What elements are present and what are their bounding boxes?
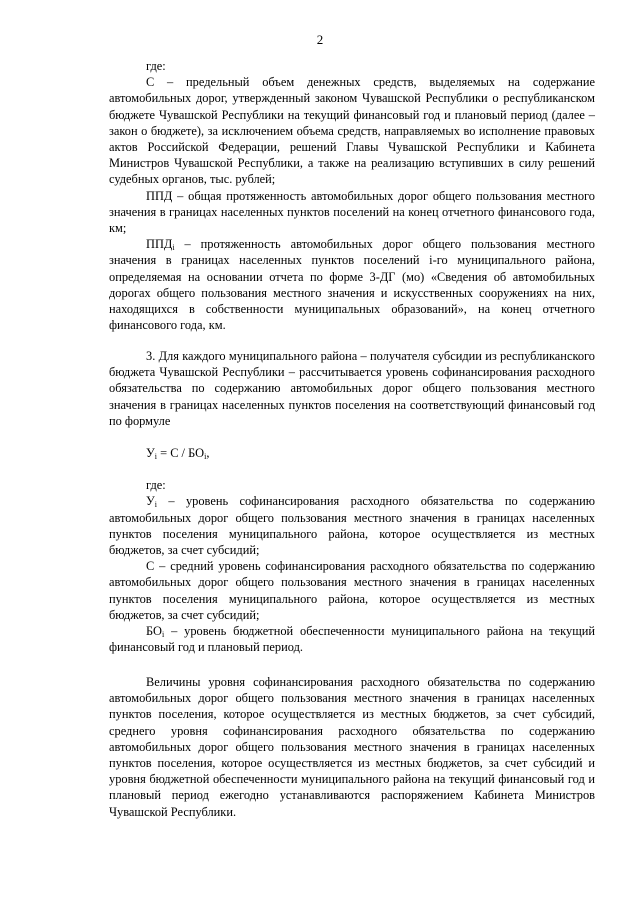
- section-definitions: [109, 58, 595, 333]
- where-label: где:: [146, 59, 166, 73]
- section-values: [109, 674, 595, 820]
- where-label-2: где:: [146, 478, 166, 493]
- definition-boi: $БО_i$ – уровень бюджетной обеспеченности муниципального района на текущий финансовый год и плановый период.: [109, 624, 595, 655]
- definition-c: С – предельный объем денежных средств, выделяемых на содержание автомобильных дорог, утвержденный законом Чувашской Республики о республиканском бюджете Чувашской Республики на текущий финансовый год и плановый период (далее – закон о бюджете), за исключением объема средств, направляемых во исполнение правовых актов Российской Федерации, решений Главы Чувашской Республики и Кабинета Министров Чувашской Республики, а также на реализацию вступивших в силу решений судебных органов, тыс. рублей;: [109, 75, 595, 187]
- section-cofinancing: [109, 348, 595, 655]
- definition-ppd: ППД – общая протяженность автомобильных дорог общего пользования местного значения в границах населенных пунктов поселений на конец отчетного финансового года, км;: [109, 188, 595, 236]
- definition-c-avg: С – средний уровень софинансирования расходного обязательства по содержанию автомобильных дорог общего пользования местного значения в границах населенных пунктов поселения муниципального района, которое осуществляется из местных бюджетов, за счет субсидий;: [109, 559, 595, 622]
- definition-ppdi: $ППД_i$ – протяженность автомобильных дорог общего пользования местного значения в границах населенных пунктов поселений i-го муниципального района, определяемая на основании отчета по форме 3-ДГ (мо) «Сведения об автомобильных дорогах общего пользования местного значения и искусственных сооружениях на них, находящихся в собственности муниципальных образований», на конец отчетного финансового года, км.: [109, 237, 595, 333]
- paragraph-3: 3. Для каждого муниципального района – получателя субсидии из республиканского бюджета Чувашской Республики – рассчитывается уровень софинансирования расходного обязательства по содержанию автомобильных дорог общего пользования местного значения в границах населенных пунктов поселения на соответствующий финансовый год по формуле: [109, 349, 595, 428]
- closing-paragraph: Величины уровня софинансирования расходного обязательства по содержанию автомобильных дорог общего пользования местного значения в границах населенных пунктов поселения, которое осуществляется из местных бюджетов, за счет субсидий, среднего уровня софинансирования расходного обязательства по содержанию автомобильных дорог общего пользования местного значения в границах населенных пунктов поселения, которое осуществляется из местных бюджетов, за счет субсидий и уровня бюджетной обеспеченности муниципального района на текущий финансовый год и плановый период ежегодно устанавливаются распоряжением Кабинета Министров Чувашской Республики.: [109, 675, 595, 819]
- page-number: 2: [316, 32, 324, 47]
- formula: $У_i = С / БО_i$,: [146, 446, 210, 462]
- definition-yi: $У_i$ – уровень софинансирования расходного обязательства по содержанию автомобильных дорог общего пользования местного значения в границах населенных пунктов поселения муниципального района, которое осуществляется из местных бюджетов, за счет субсидий;: [109, 494, 595, 558]
